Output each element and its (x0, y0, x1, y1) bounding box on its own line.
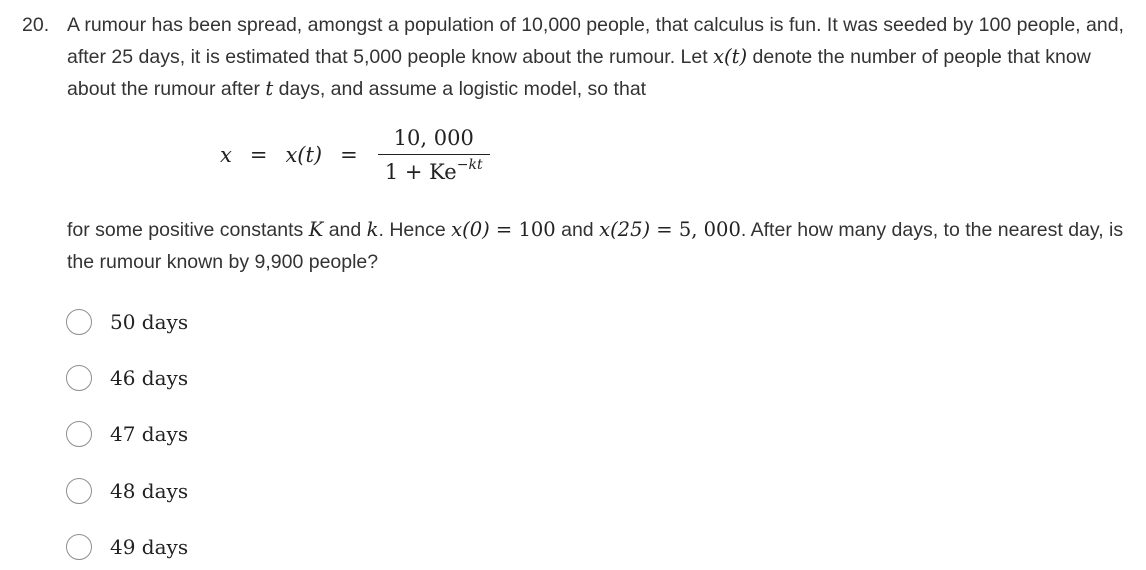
question-body-text (67, 214, 1127, 278)
logistic-equation (220, 120, 490, 190)
answer-option-5[interactable] (66, 529, 366, 565)
radio-button-option-2[interactable] (66, 365, 92, 391)
radio-button-option-5[interactable] (66, 534, 92, 560)
body-text-part-5: . After how many days, to the nearest day, is the rumour known by 9,900 people? (67, 219, 1124, 273)
body-math-x0: x(0) (451, 218, 490, 241)
body-math-k: k (366, 218, 379, 241)
option-label-4: 48 days (110, 479, 189, 503)
intro-text-part-1: A rumour has been spread, amongst a population of 10,000 people, that calculus is fun. It was seeded by 100 people, and, after 25 days, it is estimated that 5,000 people know about the rumour. Let (67, 14, 1124, 68)
intro-math-xt: x(t) (713, 45, 748, 68)
body-math-x25-value: = 5, 000 (650, 218, 741, 241)
answer-option-4[interactable] (66, 473, 366, 509)
body-math-x0-value: = 100 (489, 218, 556, 241)
option-label-3: 47 days (110, 422, 189, 446)
body-text-part-4: and (555, 219, 600, 241)
option-label-1: 50 days (110, 310, 189, 334)
answer-option-2[interactable] (66, 360, 366, 396)
equation-fraction (378, 126, 490, 184)
radio-button-option-3[interactable] (66, 421, 92, 447)
equation-lhs-function: x(t) (285, 143, 323, 167)
option-label-2: 46 days (110, 366, 189, 390)
answer-option-3[interactable] (66, 416, 366, 452)
denominator-base: 1 + Ke (384, 160, 457, 185)
body-text-part-1: for some positive constants (67, 219, 309, 241)
answer-option-1[interactable] (66, 304, 366, 340)
body-math-x25: x(25) (599, 218, 651, 241)
radio-button-option-4[interactable] (66, 478, 92, 504)
body-text-part-2: and (323, 219, 367, 241)
equation-equals-1: = (249, 143, 268, 167)
intro-text-part-3: days, and assume a logistic model, so that (273, 78, 647, 100)
fraction-denominator (385, 155, 483, 184)
body-math-K: K (308, 218, 324, 241)
denominator-exponent: −kt (456, 157, 483, 174)
option-label-5: 49 days (110, 535, 189, 559)
body-text-part-3: . Hence (378, 219, 452, 241)
equation-equals-2: = (340, 143, 358, 167)
question-number: 20. (22, 14, 50, 36)
question-intro-text (67, 9, 1127, 105)
equation-lhs-variable: x (220, 143, 232, 167)
intro-math-t: t (265, 77, 274, 100)
intro-text-part-2: denote the number of people that know about the rumour after (67, 46, 1091, 100)
radio-button-option-1[interactable] (66, 309, 92, 335)
fraction-numerator: 10, 000 (393, 125, 474, 150)
